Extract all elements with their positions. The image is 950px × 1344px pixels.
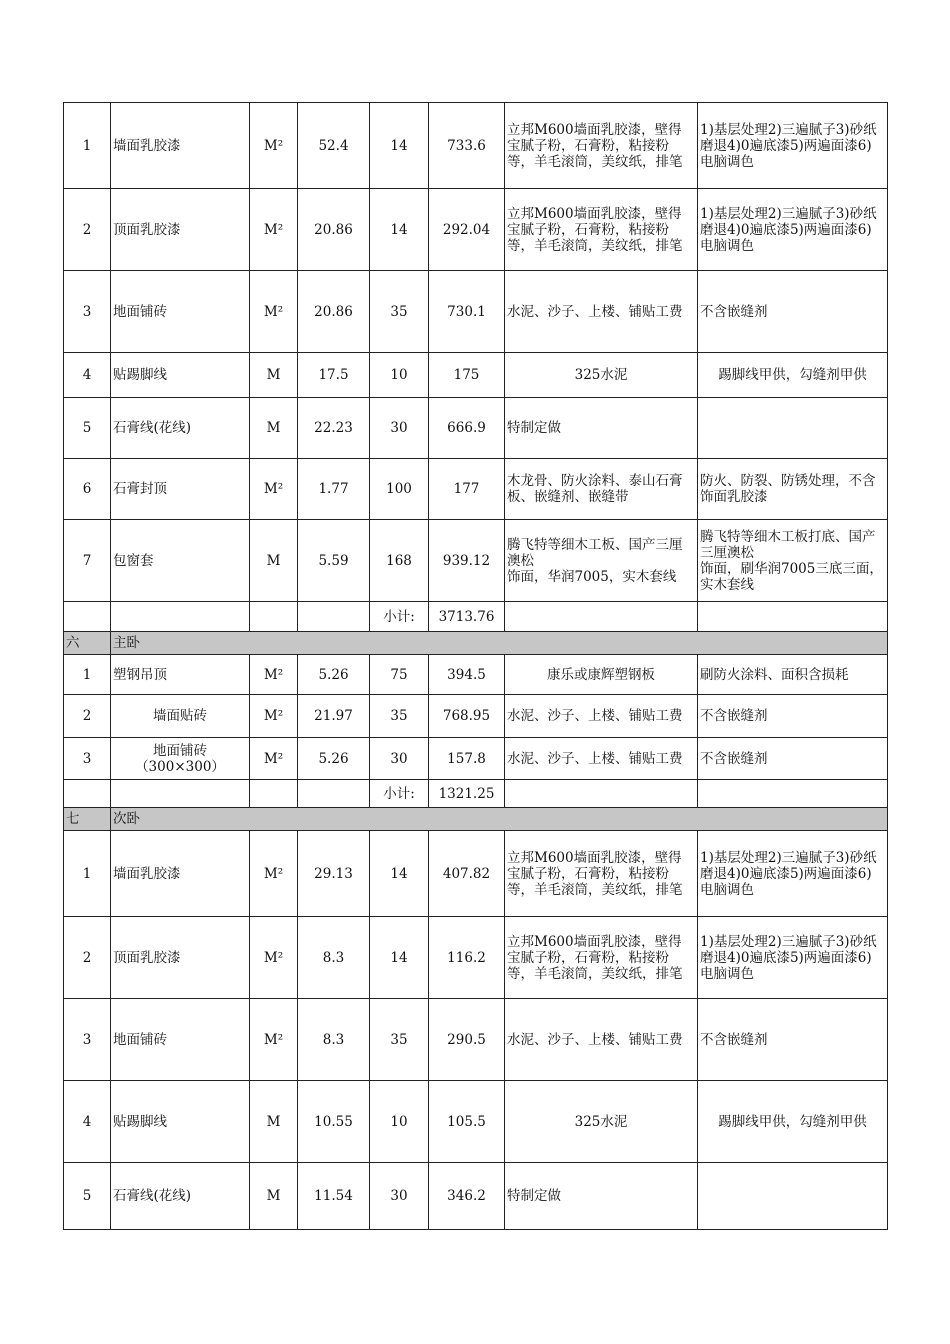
table-row [64,353,888,398]
unit: M² [250,655,298,695]
item-name: 顶面乳胶漆 [111,189,250,271]
quantity: 17.5 [298,353,370,398]
table-row [64,1163,888,1230]
row-no: 6 [64,459,111,520]
amount: 175 [429,353,505,398]
row-no: 5 [64,1163,111,1230]
process: 不含嵌缝剂 [698,738,888,780]
unit: M² [250,831,298,917]
amount: 292.04 [429,189,505,271]
section-header [64,808,888,831]
table-row [64,189,888,271]
amount: 346.2 [429,1163,505,1230]
process: 不含嵌缝剂 [698,271,888,353]
table-row [64,999,888,1081]
material: 325水泥 [505,353,698,398]
table-row [64,398,888,459]
item-name: 地面铺砖 （300×300） [111,738,250,780]
item-name: 塑钢吊顶 [111,655,250,695]
unit-price: 35 [370,999,429,1081]
material: 水泥、沙子、上楼、铺贴工费 [505,738,698,780]
quantity: 11.54 [298,1163,370,1230]
unit: M [250,520,298,602]
item-name: 墙面乳胶漆 [111,103,250,189]
material: 特制定做 [505,1163,698,1230]
unit-price: 168 [370,520,429,602]
subtotal-label: 小计: [370,602,429,632]
table-row [64,271,888,353]
row-no: 5 [64,398,111,459]
material: 立邦M600墙面乳胶漆，壁得宝腻子粉，石膏粉，粘接粉等，羊毛滚筒，美纹纸，排笔 [505,917,698,999]
row-no: 2 [64,189,111,271]
amount: 768.95 [429,695,505,738]
amount: 666.9 [429,398,505,459]
row-no: 3 [64,999,111,1081]
process [698,398,888,459]
material: 水泥、沙子、上楼、铺贴工费 [505,695,698,738]
table-row [64,738,888,780]
item-name: 石膏线(花线) [111,1163,250,1230]
amount: 290.5 [429,999,505,1081]
process: 不含嵌缝剂 [698,695,888,738]
amount: 394.5 [429,655,505,695]
quantity: 20.86 [298,189,370,271]
unit-price: 75 [370,655,429,695]
section-header [64,632,888,655]
material: 水泥、沙子、上楼、铺贴工费 [505,271,698,353]
item-name: 地面铺砖 [111,271,250,353]
row-no: 3 [64,271,111,353]
table-row [64,917,888,999]
amount: 157.8 [429,738,505,780]
table-row [64,655,888,695]
quantity: 5.59 [298,520,370,602]
subtotal-amount: 1321.25 [429,780,505,808]
table-row [64,831,888,917]
section-title: 次卧 [111,808,888,831]
table-row [64,1081,888,1163]
unit-price: 14 [370,189,429,271]
quantity: 8.3 [298,999,370,1081]
row-no: 2 [64,695,111,738]
quantity: 10.55 [298,1081,370,1163]
table-row [64,520,888,602]
row-no: 1 [64,103,111,189]
process: 腾飞特等细木工板打底、国产三厘澳松 饰面，刷华润7005三底三面，实木套线 [698,520,888,602]
subtotal-row [64,780,888,808]
unit: M² [250,917,298,999]
item-name: 墙面乳胶漆 [111,831,250,917]
process: 防火、防裂、防锈处理，不含饰面乳胶漆 [698,459,888,520]
quantity: 20.86 [298,271,370,353]
quantity: 21.97 [298,695,370,738]
unit-price: 14 [370,917,429,999]
section-number: 七 [64,808,111,831]
process: 踢脚线甲供，勾缝剂甲供 [698,353,888,398]
unit: M² [250,189,298,271]
material: 立邦M600墙面乳胶漆，壁得宝腻子粉，石膏粉，粘接粉等，羊毛滚筒，美纹纸，排笔 [505,189,698,271]
unit-price: 30 [370,738,429,780]
table-row [64,103,888,189]
item-name: 顶面乳胶漆 [111,917,250,999]
unit: M² [250,695,298,738]
unit: M [250,1163,298,1230]
quantity: 5.26 [298,738,370,780]
row-no: 2 [64,917,111,999]
subtotal-amount: 3713.76 [429,602,505,632]
amount: 177 [429,459,505,520]
quantity: 29.13 [298,831,370,917]
material: 立邦M600墙面乳胶漆，壁得宝腻子粉，石膏粉，粘接粉等，羊毛滚筒，美纹纸，排笔 [505,831,698,917]
unit-price: 14 [370,831,429,917]
material: 木龙骨、防火涂料、泰山石膏板、嵌缝剂、嵌缝带 [505,459,698,520]
row-no: 1 [64,655,111,695]
item-name: 石膏线(花线) [111,398,250,459]
section-number: 六 [64,632,111,655]
item-name: 包窗套 [111,520,250,602]
unit: M² [250,738,298,780]
unit-price: 100 [370,459,429,520]
section-title: 主卧 [111,632,888,655]
process: 1)基层处理2)三遍腻子3)砂纸磨退4)0遍底漆5)两遍面漆6)电脑调色 [698,831,888,917]
material: 特制定做 [505,398,698,459]
unit-price: 10 [370,353,429,398]
row-no: 7 [64,520,111,602]
amount: 407.82 [429,831,505,917]
unit-price: 35 [370,695,429,738]
item-name: 墙面贴砖 [111,695,250,738]
unit-price: 14 [370,103,429,189]
unit: M² [250,459,298,520]
process: 不含嵌缝剂 [698,999,888,1081]
process: 1)基层处理2)三遍腻子3)砂纸磨退4)0遍底漆5)两遍面漆6)电脑调色 [698,917,888,999]
unit: M² [250,271,298,353]
unit: M² [250,103,298,189]
quote-table [63,102,888,1230]
quantity: 5.26 [298,655,370,695]
process: 刷防火涂料、面积含损耗 [698,655,888,695]
amount: 116.2 [429,917,505,999]
amount: 733.6 [429,103,505,189]
unit: M [250,353,298,398]
material: 立邦M600墙面乳胶漆，壁得宝腻子粉，石膏粉，粘接粉等，羊毛滚筒，美纹纸，排笔 [505,103,698,189]
unit: M [250,1081,298,1163]
subtotal-label: 小计: [370,780,429,808]
amount: 939.12 [429,520,505,602]
quantity: 22.23 [298,398,370,459]
table-row [64,459,888,520]
table-row [64,695,888,738]
amount: 730.1 [429,271,505,353]
row-no: 4 [64,353,111,398]
unit-price: 35 [370,271,429,353]
item-name: 贴踢脚线 [111,1081,250,1163]
process: 1)基层处理2)三遍腻子3)砂纸磨退4)0遍底漆5)两遍面漆6)电脑调色 [698,189,888,271]
unit-price: 10 [370,1081,429,1163]
unit-price: 30 [370,398,429,459]
item-name: 石膏封顶 [111,459,250,520]
amount: 105.5 [429,1081,505,1163]
item-name: 地面铺砖 [111,999,250,1081]
process [698,1163,888,1230]
material: 水泥、沙子、上楼、铺贴工费 [505,999,698,1081]
quantity: 52.4 [298,103,370,189]
row-no: 4 [64,1081,111,1163]
process: 1)基层处理2)三遍腻子3)砂纸磨退4)0遍底漆5)两遍面漆6)电脑调色 [698,103,888,189]
unit: M² [250,999,298,1081]
material: 康乐或康辉塑钢板 [505,655,698,695]
quantity: 8.3 [298,917,370,999]
unit-price: 30 [370,1163,429,1230]
subtotal-row [64,602,888,632]
row-no: 3 [64,738,111,780]
quantity: 1.77 [298,459,370,520]
row-no: 1 [64,831,111,917]
material: 325水泥 [505,1081,698,1163]
material: 腾飞特等细木工板、国产三厘澳松 饰面，华润7005，实木套线 [505,520,698,602]
unit: M [250,398,298,459]
item-name: 贴踢脚线 [111,353,250,398]
process: 踢脚线甲供，勾缝剂甲供 [698,1081,888,1163]
